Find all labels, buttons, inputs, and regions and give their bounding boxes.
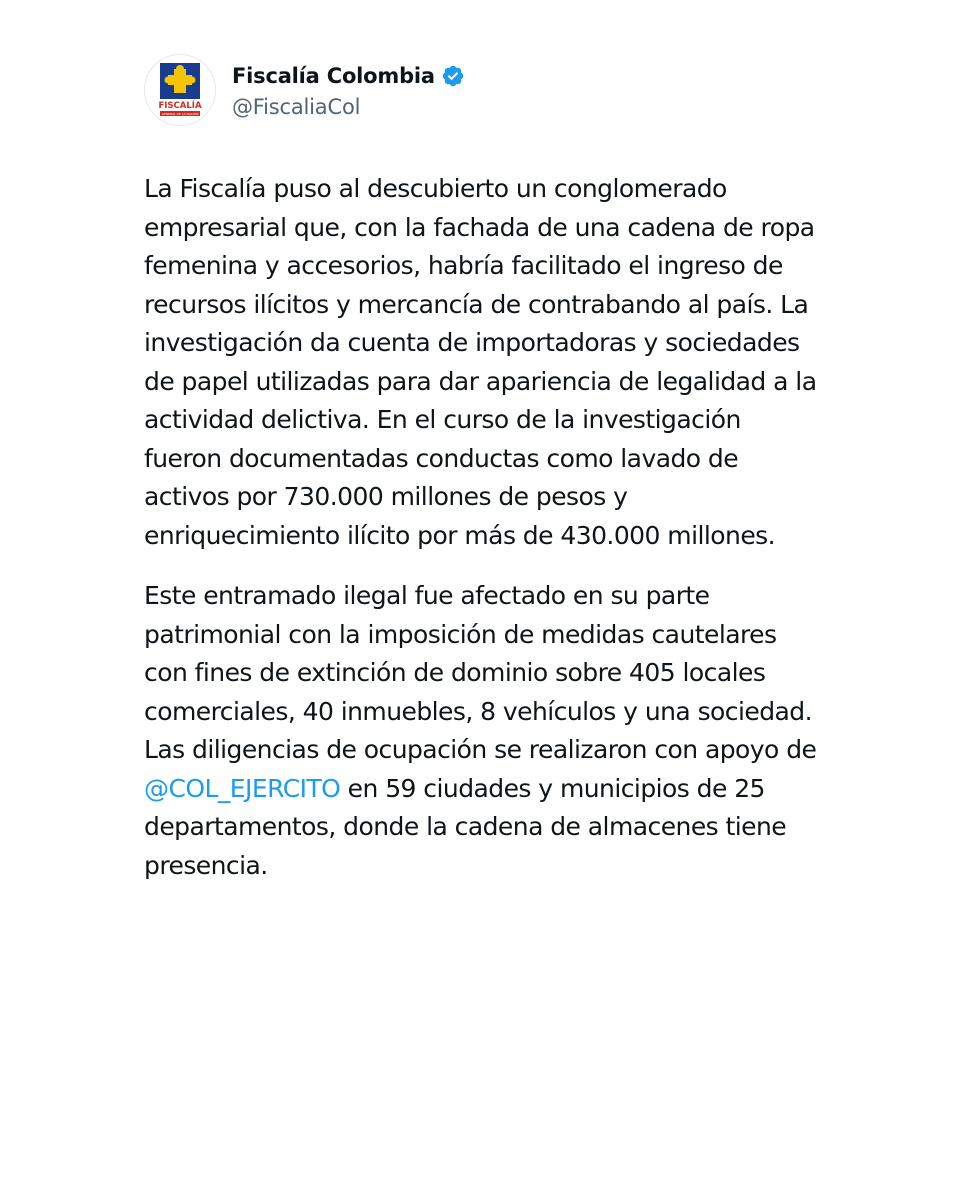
mention-link[interactable]: @COL_EJERCITO — [144, 773, 341, 803]
tweet-paragraph-1: La Fiscalía puso al descubierto un conglomerado empresarial que, con la fachada de una cadena de ropa femenina y accesorios, habría facilitado el ingreso de recursos ilícitos y mercancía de contrabando al país. La investigación da cuenta de importadoras y sociedades de papel utilizadas para dar apariencia de legalidad a la actividad delictiva. En el curso de la investigación fueron documentadas conductas como lavado de activos por 730.000 millones de pesos y enriquecimiento ilícito por más de 430.000 millones. — [144, 174, 817, 550]
fiscalia-logo-icon — [152, 61, 208, 119]
logo-subtext: GENERAL DE LA NACIÓN — [161, 112, 199, 116]
tweet-paragraph-2 — [144, 577, 824, 885]
paragraph-2-text-before: Este entramado ilegal fue afectado en su parte patrimonial con la imposición de medidas cautelares con fines de extinción de dominio sobre 405 locales comerciales, 40 inmuebles, 8 vehículos y una sociedad. Las diligencias de ocupación se realizaron con apoyo de — [144, 581, 817, 764]
author-display-name[interactable]: Fiscalía Colombia — [232, 64, 435, 88]
tweet-text — [144, 170, 824, 885]
tweet-card — [144, 48, 824, 885]
author-handle[interactable]: @FiscaliaCol — [232, 95, 361, 119]
name-row — [232, 61, 465, 91]
author-names — [232, 61, 465, 119]
avatar[interactable] — [144, 54, 216, 126]
verified-badge-icon[interactable] — [441, 64, 465, 88]
tweet-header — [144, 48, 824, 132]
logo-text: FISCALÍA — [158, 101, 202, 111]
paragraph-2-text-after: en 59 ciudades y municipios de 25 departamentos, donde la cadena de almacenes tiene presencia. — [144, 773, 787, 880]
